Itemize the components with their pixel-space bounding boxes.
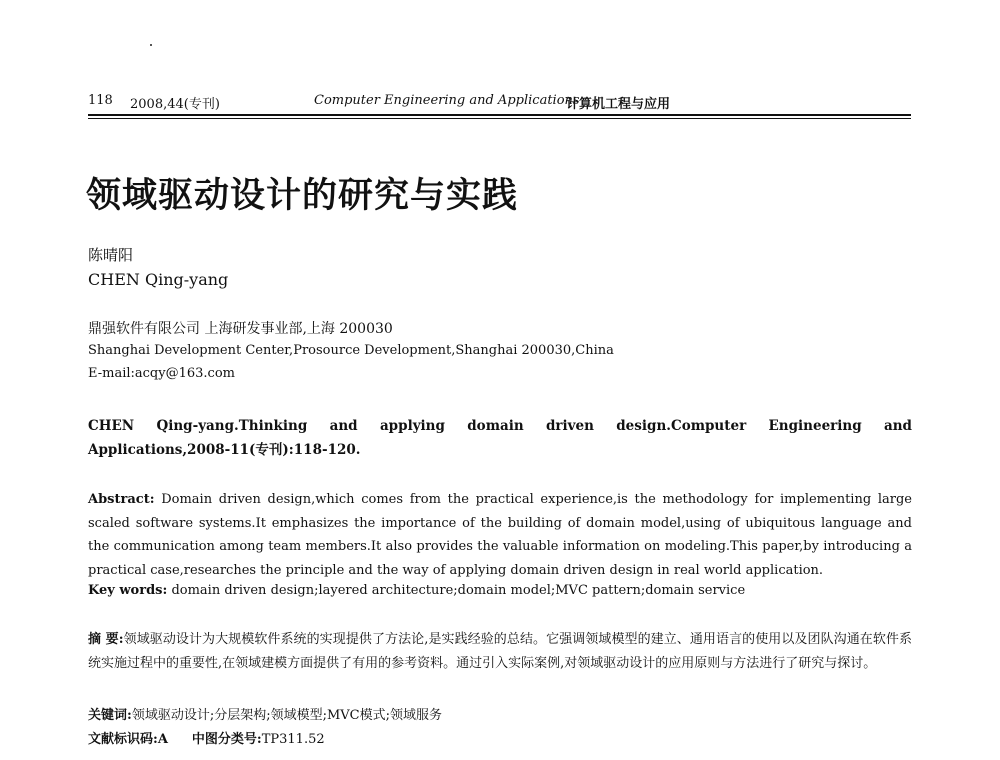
issue-date-volume: 2008,44(专刊) bbox=[130, 97, 220, 112]
abstract-en bbox=[88, 488, 912, 582]
keywords-cn-text: 领域驱动设计;分层架构;领域模型;MVC模式;领域服务 bbox=[131, 708, 442, 723]
article-title: 领域驱动设计的研究与实践 bbox=[86, 175, 519, 216]
doc-code-label: 文献标识码: bbox=[88, 732, 158, 747]
clc-label: 中图分类号: bbox=[191, 732, 262, 747]
affiliation-en: Shanghai Development Center,Prosource Development,Shanghai 200030,China bbox=[88, 343, 614, 358]
author-email: E-mail:acqy@163.com bbox=[88, 366, 235, 381]
keywords-cn bbox=[88, 704, 442, 723]
author-name-cn: 陈晴阳 bbox=[88, 246, 134, 264]
keywords-cn-label: 关键词: bbox=[88, 708, 132, 723]
abstract-cn-text: 领域驱动设计为大规模软件系统的实现提供了方法论,是实践经验的总结。它强调领域模型的建立、通用语言的使用以及团队沟通在软件系统实施过程中的重要性,在领域建模方面提供了有用的参考资料。通过引入实际案例,对领域驱动设计的应用原则与方法进行了研究与探讨。 bbox=[88, 632, 912, 671]
abstract-label: Abstract: bbox=[88, 492, 155, 507]
abstract-cn bbox=[88, 628, 912, 676]
journal-name-en: Computer Engineering and Applications bbox=[314, 93, 580, 108]
keywords-en bbox=[88, 583, 912, 598]
keywords-text: domain driven design;layered architecture;domain model;MVC pattern;domain service bbox=[171, 583, 746, 598]
classification-line bbox=[88, 728, 325, 747]
scan-dot bbox=[150, 44, 152, 46]
abstract-text: Domain driven design,which comes from the practical experience,is the methodology for implementing large scaled software systems.It emphasizes the importance of the building of domain model,using of ubiquitous language and the communication among team members.It also provides the valuable information on modeling.This paper,by introducing a practical case,researches the principle and the way of applying domain driven design in real world application. bbox=[88, 492, 912, 578]
affiliation-cn: 鼎强软件有限公司 上海研发事业部,上海 200030 bbox=[88, 321, 393, 337]
author-name-en: CHEN Qing-yang bbox=[88, 270, 229, 289]
running-header bbox=[88, 93, 910, 113]
header-rule-thin bbox=[88, 118, 911, 119]
clc-number: TP311.52 bbox=[261, 732, 325, 747]
keywords-label: Key words: bbox=[88, 583, 168, 598]
header-rule-thick bbox=[88, 114, 911, 116]
page-number: 118 bbox=[88, 93, 113, 108]
citation: CHEN Qing-yang.Thinking and applying domain driven design.Computer Engineering and Applications,2008-11(专刊):118-120. bbox=[88, 418, 912, 458]
abstract-cn-label: 摘 要: bbox=[88, 632, 124, 647]
journal-name-cn: 计算机工程与应用 bbox=[566, 97, 671, 112]
doc-code: A bbox=[157, 732, 168, 747]
